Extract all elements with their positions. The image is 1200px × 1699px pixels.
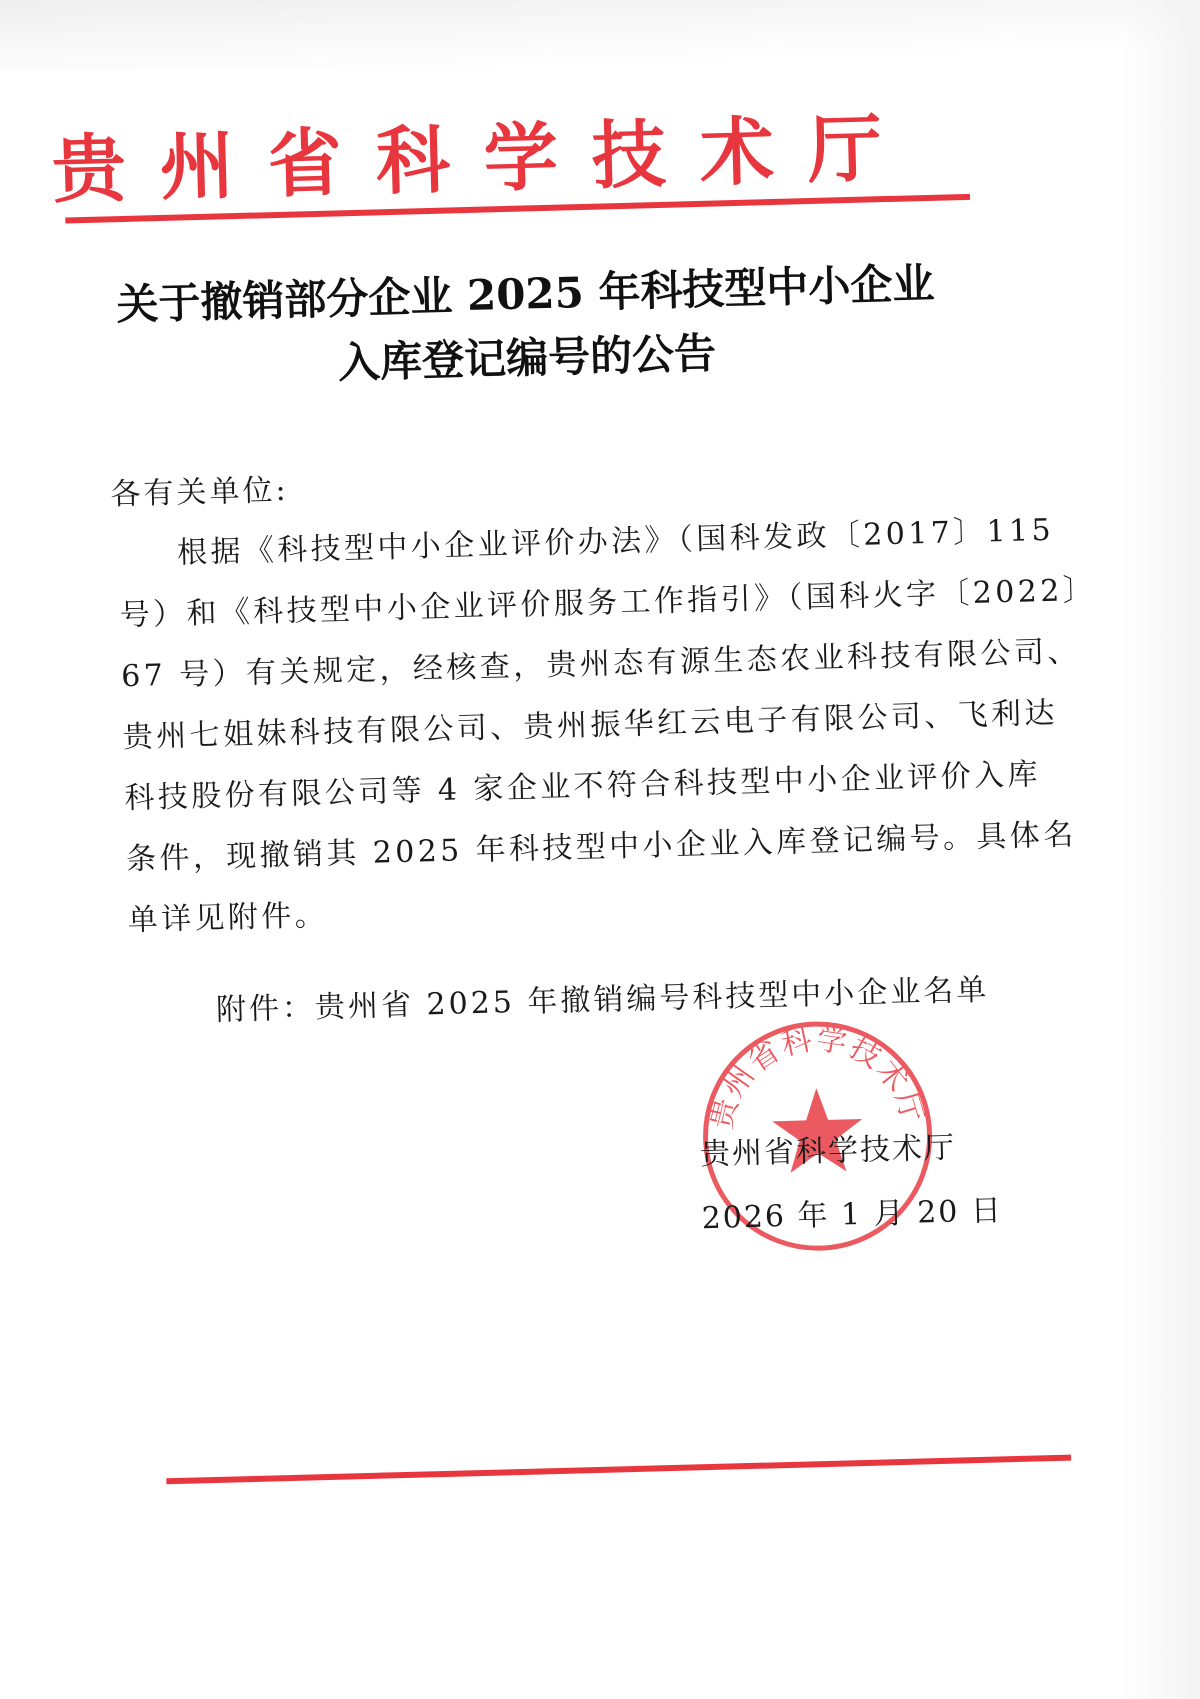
- body-line: 根据《科技型中小企业评价办法》（国科发政〔2017〕115: [176, 512, 1055, 571]
- body-line: 号）和《科技型中小企业评价服务工作指引》（国科火字〔2022〕: [119, 572, 1097, 634]
- attachment-reference: 附件：贵州省 2025 年撤销编号科技型中小企业名单: [215, 972, 990, 1028]
- body-line: 单详见附件。: [127, 897, 329, 939]
- body-line: 科技股份有限公司等 4 家企业不符合科技型中小企业评价入库: [124, 757, 1042, 817]
- signoff-organization: 贵州省科学技术厅: [699, 1130, 957, 1173]
- masthead-title: 贵州省科学技术厅: [50, 105, 917, 214]
- notice-title-line-2: 入库登记编号的公告: [337, 328, 717, 388]
- body-line: 贵州七姐妹科技有限公司、贵州振华红云电子有限公司、飞利达: [122, 695, 1059, 756]
- seal-text: 贵州省科学技术厅: [703, 1021, 931, 1133]
- notice-title-line-1: 关于撤销部分企业 2025 年科技型中小企业: [115, 258, 935, 330]
- document-page: [18, 6, 1161, 1694]
- signoff-date: 2026 年 1 月 20 日: [701, 1193, 1004, 1237]
- body-line: 67 号）有关规定，经核查，贵州态有源生态农业科技有限公司、: [120, 634, 1082, 695]
- body-line: 条件，现撤销其 2025 年科技型中小企业入库登记编号。具体名: [125, 817, 1078, 878]
- salutation: 各有关单位:: [110, 472, 290, 513]
- footer-red-rule: [166, 1455, 1071, 1485]
